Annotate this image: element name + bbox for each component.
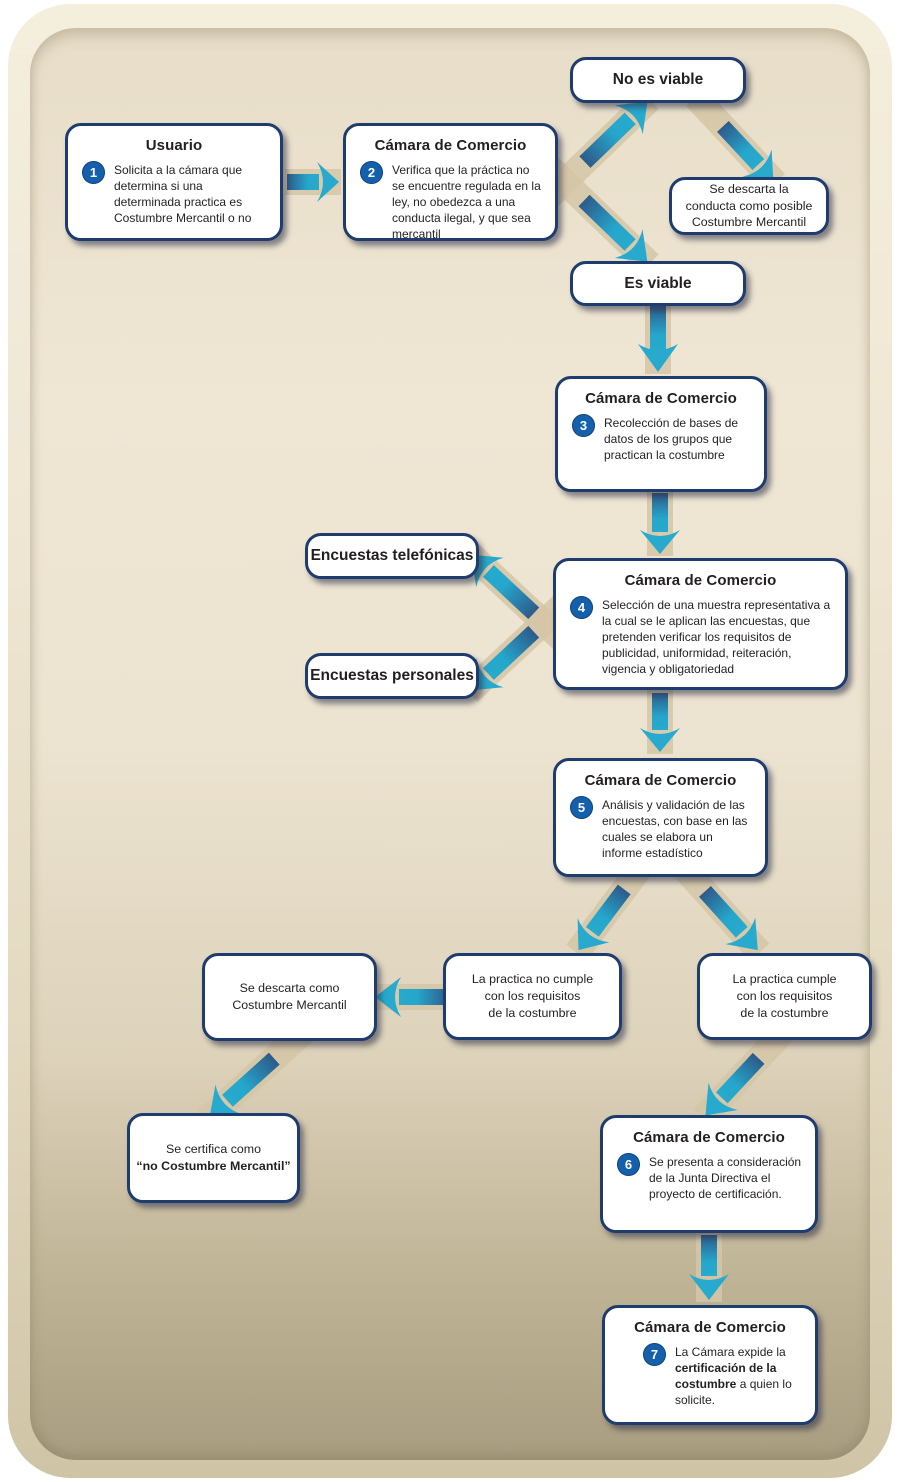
line: La practica no cumple [471, 972, 594, 987]
box-title: Cámara de Comercio [584, 772, 737, 789]
line: Se certifica como [165, 1142, 262, 1157]
flow-box-cumple [697, 953, 872, 1040]
box-body-text: Solicita a la cámara que determina si una determinada practica es Costumbre Mercantil o no [114, 163, 252, 225]
arrow-usuario-verificacion [285, 160, 341, 204]
box-body-text: Verifica que la práctica no se encuentre regulada en la ley, no obedezca a una conducta ilegal, y que sea mercantil [392, 163, 541, 241]
line: con los requisitos [484, 989, 581, 1004]
flow-box-descarta-como [202, 953, 377, 1041]
flow-box-no-es-viable [570, 57, 746, 103]
flow-box-encuestas-personales [305, 653, 479, 699]
page-frame-inner [30, 28, 870, 1460]
arrow-es-viable-recoleccion [636, 300, 680, 374]
step-7-badge: 7 [643, 1343, 666, 1366]
box-title: Cámara de Comercio [634, 1319, 786, 1336]
label-text: Es viable [624, 274, 692, 292]
flow-box-verificacion [343, 123, 558, 241]
flow-box-seleccion [553, 558, 848, 690]
step-5-badge: 5 [570, 796, 593, 819]
box-body-text: Se presenta a consideración de la Junta Directiva el proyecto de certificación. [649, 1155, 802, 1201]
box-body-text: Análisis y validación de las encuestas, con base en las cuales se elabora un informe estadístico [602, 798, 748, 860]
box-title: Cámara de Comercio [633, 1129, 785, 1146]
flow-box-descarta-conducta [669, 177, 829, 235]
flow-box-certifica-no [127, 1113, 300, 1203]
flow-box-analisis [553, 758, 768, 877]
flow-box-encuestas-telefonicas [305, 533, 479, 579]
line: Costumbre Mercantil [691, 215, 807, 230]
box-body-text [675, 1343, 803, 1409]
step-3-badge: 3 [572, 414, 595, 437]
flow-box-no-cumple [443, 953, 622, 1040]
line: Se descarta la [709, 181, 789, 196]
arrow-recoleccion-seleccion [638, 488, 682, 556]
step-2-badge: 2 [360, 161, 383, 184]
line: Se descarta como [239, 981, 340, 996]
body-pre: La Cámara expide la [675, 1345, 786, 1359]
line: Costumbre Mercantil [232, 998, 347, 1012]
flow-box-recoleccion [555, 376, 767, 492]
box-title: Cámara de Comercio [585, 390, 737, 407]
label-text: Encuestas personales [310, 667, 474, 684]
step-1-badge: 1 [82, 161, 105, 184]
box-body-text: Selección de una muestra representativa a la cual se le aplican las encuestas, que pretenden verificar los requisitos de publicidad, uniformidad, reiteración, vigencia y obligatoriedad [602, 598, 831, 676]
label-text: No es viable [612, 71, 704, 88]
step-4-badge: 4 [570, 596, 593, 619]
line: con los requisitos [736, 989, 833, 1004]
arrow-junta-expide [687, 1230, 731, 1302]
flow-box-usuario [65, 123, 283, 241]
box-title: Usuario [145, 137, 203, 154]
line: La practica cumple [732, 972, 837, 987]
step-6-badge: 6 [617, 1153, 640, 1176]
line: de la costumbre [488, 1005, 577, 1020]
line: conducta como posible [685, 198, 813, 213]
box-title: Cámara de Comercio [374, 137, 527, 154]
label-text: Encuestas telefónicas [310, 547, 474, 564]
body-post: a quien lo solicite. [675, 1376, 792, 1407]
line: de la costumbre [740, 1005, 829, 1020]
box-title: Cámara de Comercio [624, 572, 777, 589]
box-body-text: Recolección de bases de datos de los grupos que practican la costumbre [604, 416, 739, 462]
flow-box-junta [600, 1115, 818, 1233]
flow-box-es-viable [570, 261, 746, 306]
flow-box-expide [602, 1305, 818, 1425]
arrow-seleccion-analisis [638, 688, 682, 754]
line-bold: “no Costumbre Mercantil” [136, 1159, 291, 1173]
body-bold: certificación de la costumbre [675, 1360, 777, 1391]
